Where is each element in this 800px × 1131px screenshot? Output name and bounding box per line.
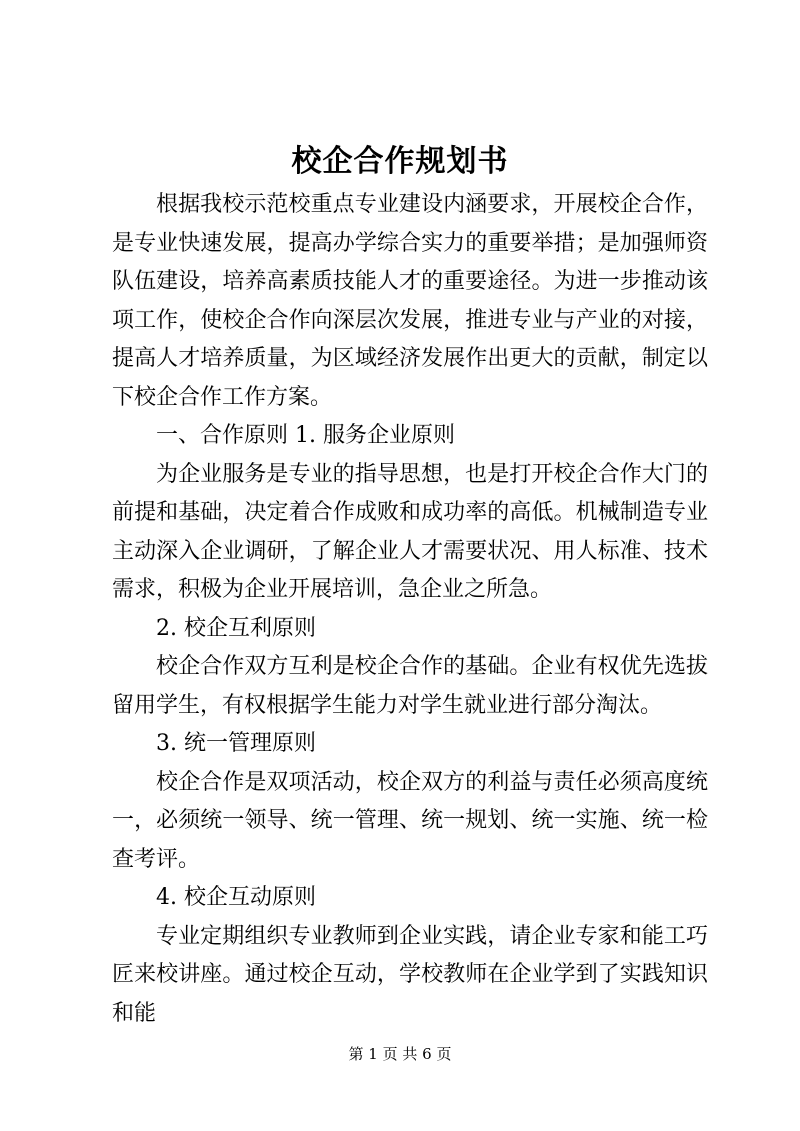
- paragraph-mutual-benefit: 校企合作双方互利是校企合作的基础。企业有权优先选拔留用学生，有权根据学生能力对学生就业进行部分淘汰。: [112, 654, 708, 718]
- subheading-unified-management: 3. 统一管理原则: [156, 731, 316, 756]
- intro-paragraph: 根据我校示范校重点专业建设内涵要求，开展校企合作，是专业快速发展，提高办学综合实力的重要举措；是加强师资队伍建设，培养高素质技能人才的重要途径。为进一步推动该项工作，使校企合作向深层次发展，推进专业与产业的对接，提高人才培养质量，为区域经济发展作出更大的贡献，制定以下校企合作工作方案。: [112, 192, 708, 410]
- paragraph-service-principle: 为企业服务是专业的指导思想，也是打开校企合作大门的前提和基础，决定着合作成败和成功率的高低。机械制造专业主动深入企业调研，了解企业人才需要状况、用人标准、技术需求，积极为企业开展培训，急企业之所急。: [112, 461, 708, 602]
- page-title: 校企合作规划书: [291, 144, 509, 179]
- document-body: [112, 186, 708, 1033]
- paragraph-interaction: 专业定期组织专业教师到企业实践，请企业专家和能工巧匠来校讲座。通过校企互动，学校教师在企业学到了实践知识和能: [112, 923, 708, 1026]
- subheading-mutual-benefit: 2. 校企互利原则: [156, 615, 316, 641]
- subheading-interaction: 4. 校企互动原则: [156, 885, 316, 910]
- page-footer: 第 1 页 共 6 页: [348, 1045, 452, 1063]
- paragraph-unified-management: 校企合作是双项活动，校企双方的利益与责任必须高度统一，必须统一领导、统一管理、统一规划、统一实施、统一检查考评。: [112, 769, 708, 872]
- section-heading-principles: 一、合作原则 1. 服务企业原则: [156, 423, 455, 448]
